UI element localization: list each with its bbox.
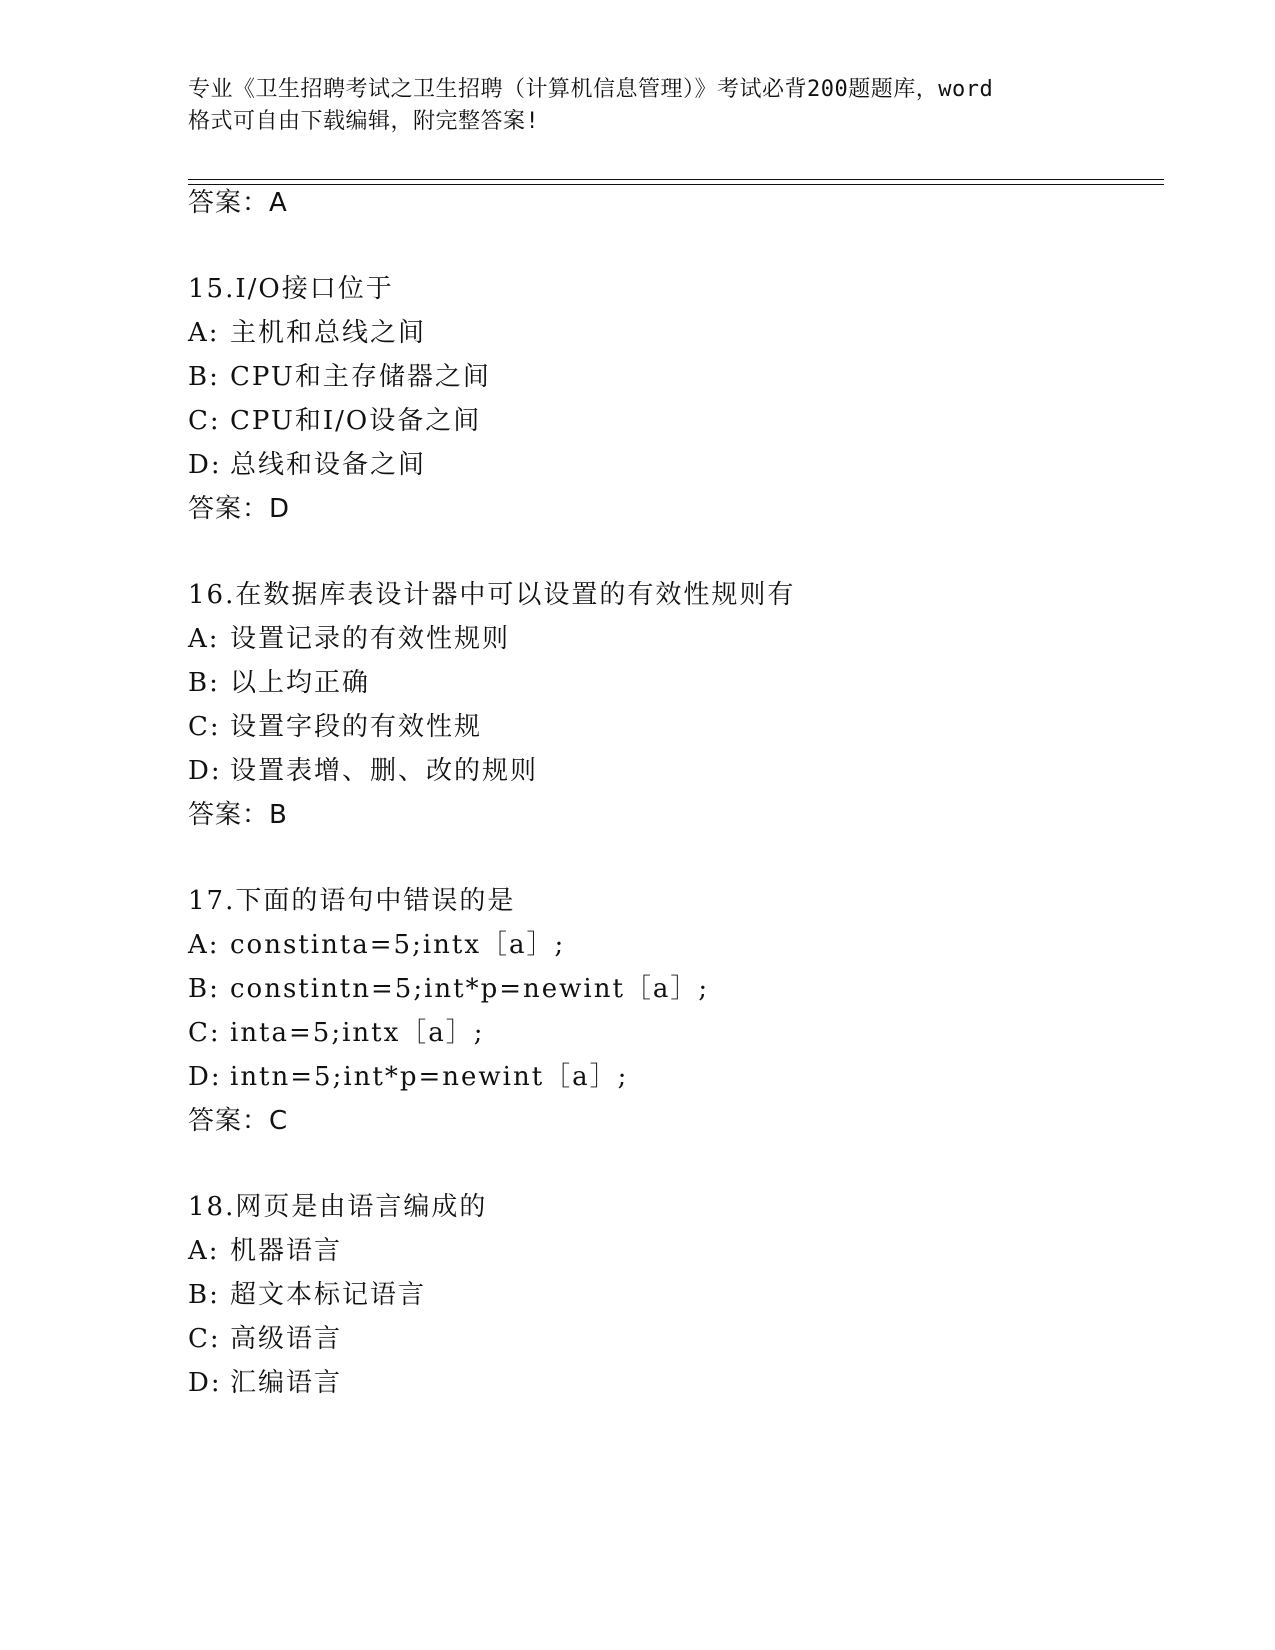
option-b	[188, 974, 709, 1004]
option-letter: A:	[188, 930, 220, 960]
option-text: CPU和I/O设备之间	[230, 406, 482, 436]
option-d	[188, 756, 538, 786]
option-text: 设置表增、删、改的规则	[230, 756, 539, 786]
option-a	[188, 318, 426, 348]
option-d	[188, 450, 426, 480]
header-line-1: 专业《卫生招聘考试之卫生招聘（计算机信息管理）》考试必背200题题库，word	[188, 77, 994, 102]
answer-line: 答案：D	[188, 494, 291, 524]
option-c	[188, 406, 481, 436]
option-letter: C:	[188, 712, 221, 742]
option-letter: C:	[188, 1324, 221, 1354]
option-letter: A:	[188, 318, 220, 348]
option-b	[188, 1280, 426, 1310]
option-c	[188, 712, 482, 742]
option-text: 超文本标记语言	[230, 1280, 427, 1310]
option-letter: D:	[188, 1368, 222, 1398]
option-text: 机器语言	[230, 1236, 343, 1266]
header-divider	[188, 179, 1164, 180]
option-letter: D:	[188, 450, 222, 480]
answer-line: 答案：C	[188, 1106, 289, 1136]
option-letter: D:	[188, 756, 222, 786]
question-title: 16.在数据库表设计器中可以设置的有效性规则有	[188, 580, 796, 610]
option-text: intn=5;int*p=newint［a］;	[230, 1062, 629, 1092]
option-c	[188, 1324, 342, 1354]
question-title: 15.I/O接口位于	[188, 274, 394, 304]
document-header	[188, 74, 1108, 138]
option-letter: B:	[188, 362, 220, 392]
answer-line: 答案：A	[188, 188, 288, 218]
header-divider-second	[188, 184, 1164, 185]
option-text: 汇编语言	[230, 1368, 343, 1398]
option-text: inta=5;intx［a］;	[230, 1018, 485, 1048]
header-line-2: 格式可自由下载编辑，附完整答案!	[188, 109, 540, 134]
option-c	[188, 1018, 485, 1048]
option-letter: B:	[188, 1280, 220, 1310]
option-letter: C:	[188, 406, 221, 436]
option-text: 设置记录的有效性规则	[230, 624, 511, 654]
option-a	[188, 930, 565, 960]
question-title: 18.网页是由语言编成的	[188, 1192, 488, 1222]
option-text: constinta=5;intx［a］;	[230, 930, 566, 960]
option-d	[188, 1062, 628, 1092]
option-text: constintn=5;int*p=newint［a］;	[230, 974, 710, 1004]
answer-line: 答案：B	[188, 800, 288, 830]
option-text: 设置字段的有效性规	[230, 712, 483, 742]
option-text: 以上均正确	[230, 668, 371, 698]
option-text: 主机和总线之间	[230, 318, 427, 348]
option-letter: A:	[188, 1236, 220, 1266]
option-b	[188, 668, 370, 698]
option-letter: B:	[188, 974, 220, 1004]
option-letter: B:	[188, 668, 220, 698]
option-letter: A:	[188, 624, 220, 654]
option-text: 总线和设备之间	[230, 450, 427, 480]
question-title: 17.下面的语句中错误的是	[188, 886, 516, 916]
option-b	[188, 362, 491, 392]
option-letter: D:	[188, 1062, 222, 1092]
option-a	[188, 1236, 342, 1266]
option-text: 高级语言	[230, 1324, 343, 1354]
option-d	[188, 1368, 342, 1398]
option-a	[188, 624, 510, 654]
option-letter: C:	[188, 1018, 221, 1048]
option-text: CPU和主存储器之间	[230, 362, 491, 392]
